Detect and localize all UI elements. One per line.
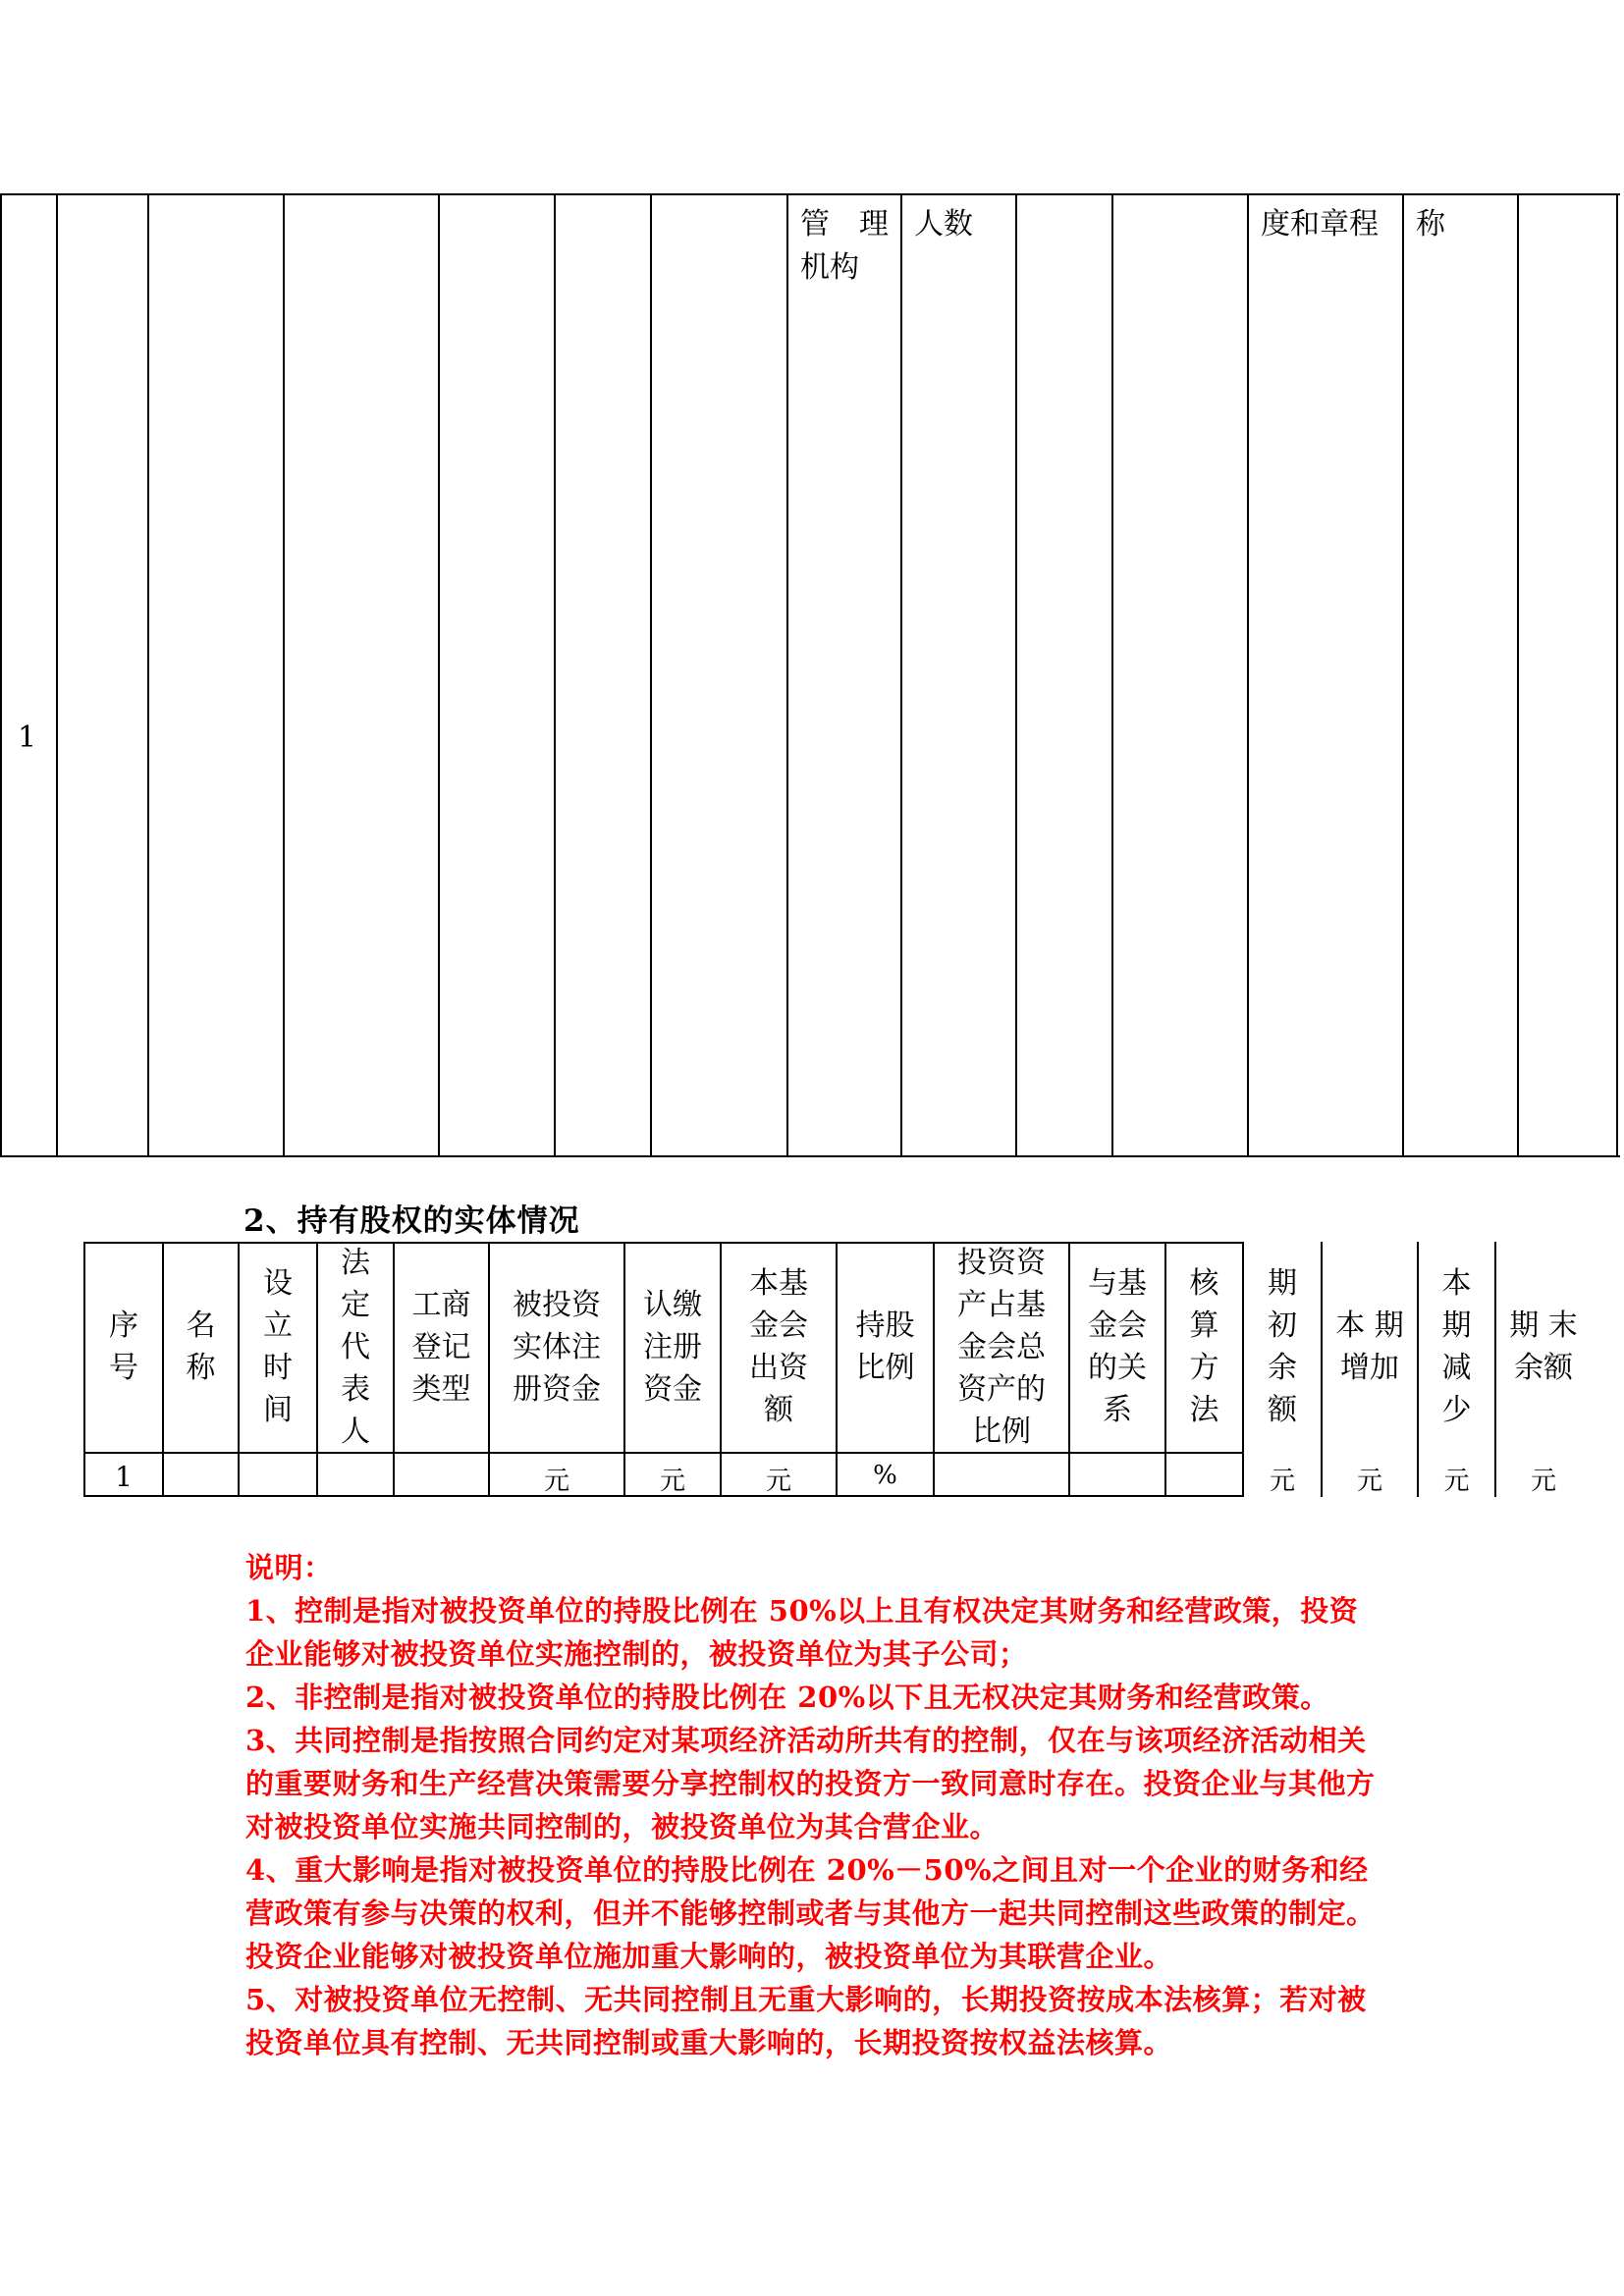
table-2-header-contribution: 本基 金会 出资 额	[749, 1266, 808, 1427]
table-1-column-line	[554, 195, 556, 1155]
table-2-header-accounting-method: 核 算 方 法	[1189, 1266, 1219, 1427]
note-item-2: 2、非控制是指对被投资单位的持股比例在 20%以下且无权决定其财务和经营政策。	[245, 1681, 1329, 1714]
table-2-header-legal-rep: 法 定 代 表 人	[341, 1245, 370, 1449]
table-1-cell-management-org: 管 理 机构	[800, 207, 889, 285]
table-2-header-increase: 本 期 增加	[1335, 1308, 1404, 1385]
table-2-header-closing-balance: 期 末 余额	[1509, 1308, 1578, 1385]
table-2-cell-percent: %	[873, 1461, 897, 1490]
note-item-1: 1、控制是指对被投资单位的持股比例在 50%以上且有权决定其财务和经营政策，投资企业能够对被投资单位实施控制的，被投资单位为其子公司；	[245, 1594, 1359, 1671]
table-1-row-number: 1	[18, 721, 37, 755]
table-2-header-opening-balance: 期 初 余 额	[1268, 1266, 1297, 1427]
table-1-continuation	[0, 193, 1620, 1157]
table-1-column-line	[1402, 195, 1404, 1155]
table-1-column-line	[283, 195, 285, 1155]
table-1-column-line	[900, 195, 902, 1155]
table-1-cell-name: 称	[1416, 207, 1445, 241]
table-1-column-line	[650, 195, 652, 1155]
table-2-header-asset-ratio: 投资资 产占基 金会总 资产的 比例	[957, 1245, 1046, 1449]
table-2-header-relationship: 与基 金会 的关 系	[1088, 1266, 1147, 1427]
table-1-column-line	[1111, 195, 1113, 1155]
table-2-header-registered-capital: 被投资 实体注 册资金	[513, 1287, 601, 1407]
table-2-cell-unit: 元	[1269, 1467, 1295, 1496]
table-2-header-holding-ratio: 持股 比例	[855, 1308, 915, 1385]
table-1-column-line	[1247, 195, 1249, 1155]
table-2-header-decrease: 本 期 减 少	[1441, 1266, 1472, 1427]
table-2-header-subscribed-capital: 认缴 注册 资金	[643, 1287, 702, 1407]
table-1-border	[0, 195, 2, 1155]
table-1-column-line	[786, 195, 788, 1155]
table-2-cell-unit: 元	[1356, 1467, 1382, 1496]
table-2-cell-unit: 元	[543, 1467, 569, 1496]
table-2-header-registration-type: 工商 登记 类型	[411, 1287, 471, 1407]
table-2-header-established: 设 立 时 间	[263, 1266, 293, 1427]
table-2-header-index: 序 号	[109, 1308, 138, 1385]
table-2-cell-unit: 元	[765, 1467, 791, 1496]
table-1-cell-charter: 度和章程	[1261, 207, 1379, 241]
note-item-5: 5、对被投资单位无控制、无共同控制且无重大影响的，长期投资按成本法核算；若对被投资单位具有控制、无共同控制或重大影响的，长期投资按权益法核算。	[245, 1983, 1367, 2059]
table-1-column-line	[147, 195, 149, 1155]
section-2-heading: 2、持有股权的实体情况	[244, 1203, 580, 1239]
table-1-column-line	[1517, 195, 1519, 1155]
table-2-row-index: 1	[115, 1461, 133, 1493]
notes-section	[245, 1546, 1384, 2064]
table-2-cell-unit: 元	[1443, 1467, 1470, 1496]
table-1-column-line	[1015, 195, 1017, 1155]
table-1-cell-headcount: 人数	[914, 207, 973, 241]
note-item-3: 3、共同控制是指按照合同约定对某项经济活动所共有的控制，仅在与该项经济活动相关的重要财务和生产经营决策需要分享控制权的投资方一致同意时存在。投资企业与其他方对被投资单位实施共同控制的，被投资单位为其合营企业。	[245, 1724, 1376, 1843]
table-1-column-line	[56, 195, 58, 1155]
table-1-column-line	[438, 195, 440, 1155]
table-2-cell-unit: 元	[659, 1467, 685, 1496]
table-1-border	[1616, 195, 1618, 1155]
table-2-header-name: 名 称	[186, 1308, 216, 1385]
notes-title: 说明：	[245, 1551, 333, 1584]
note-item-4: 4、重大影响是指对被投资单位的持股比例在 20%－50%之间且对一个企业的财务和经营政策有参与决策的权利，但并不能够控制或者与其他方一起共同控制这些政策的制定。投资企业能够对被投资单位施加重大影响的，被投资单位为其联营企业。	[245, 1853, 1376, 1973]
table-2-cell-unit: 元	[1530, 1467, 1556, 1496]
